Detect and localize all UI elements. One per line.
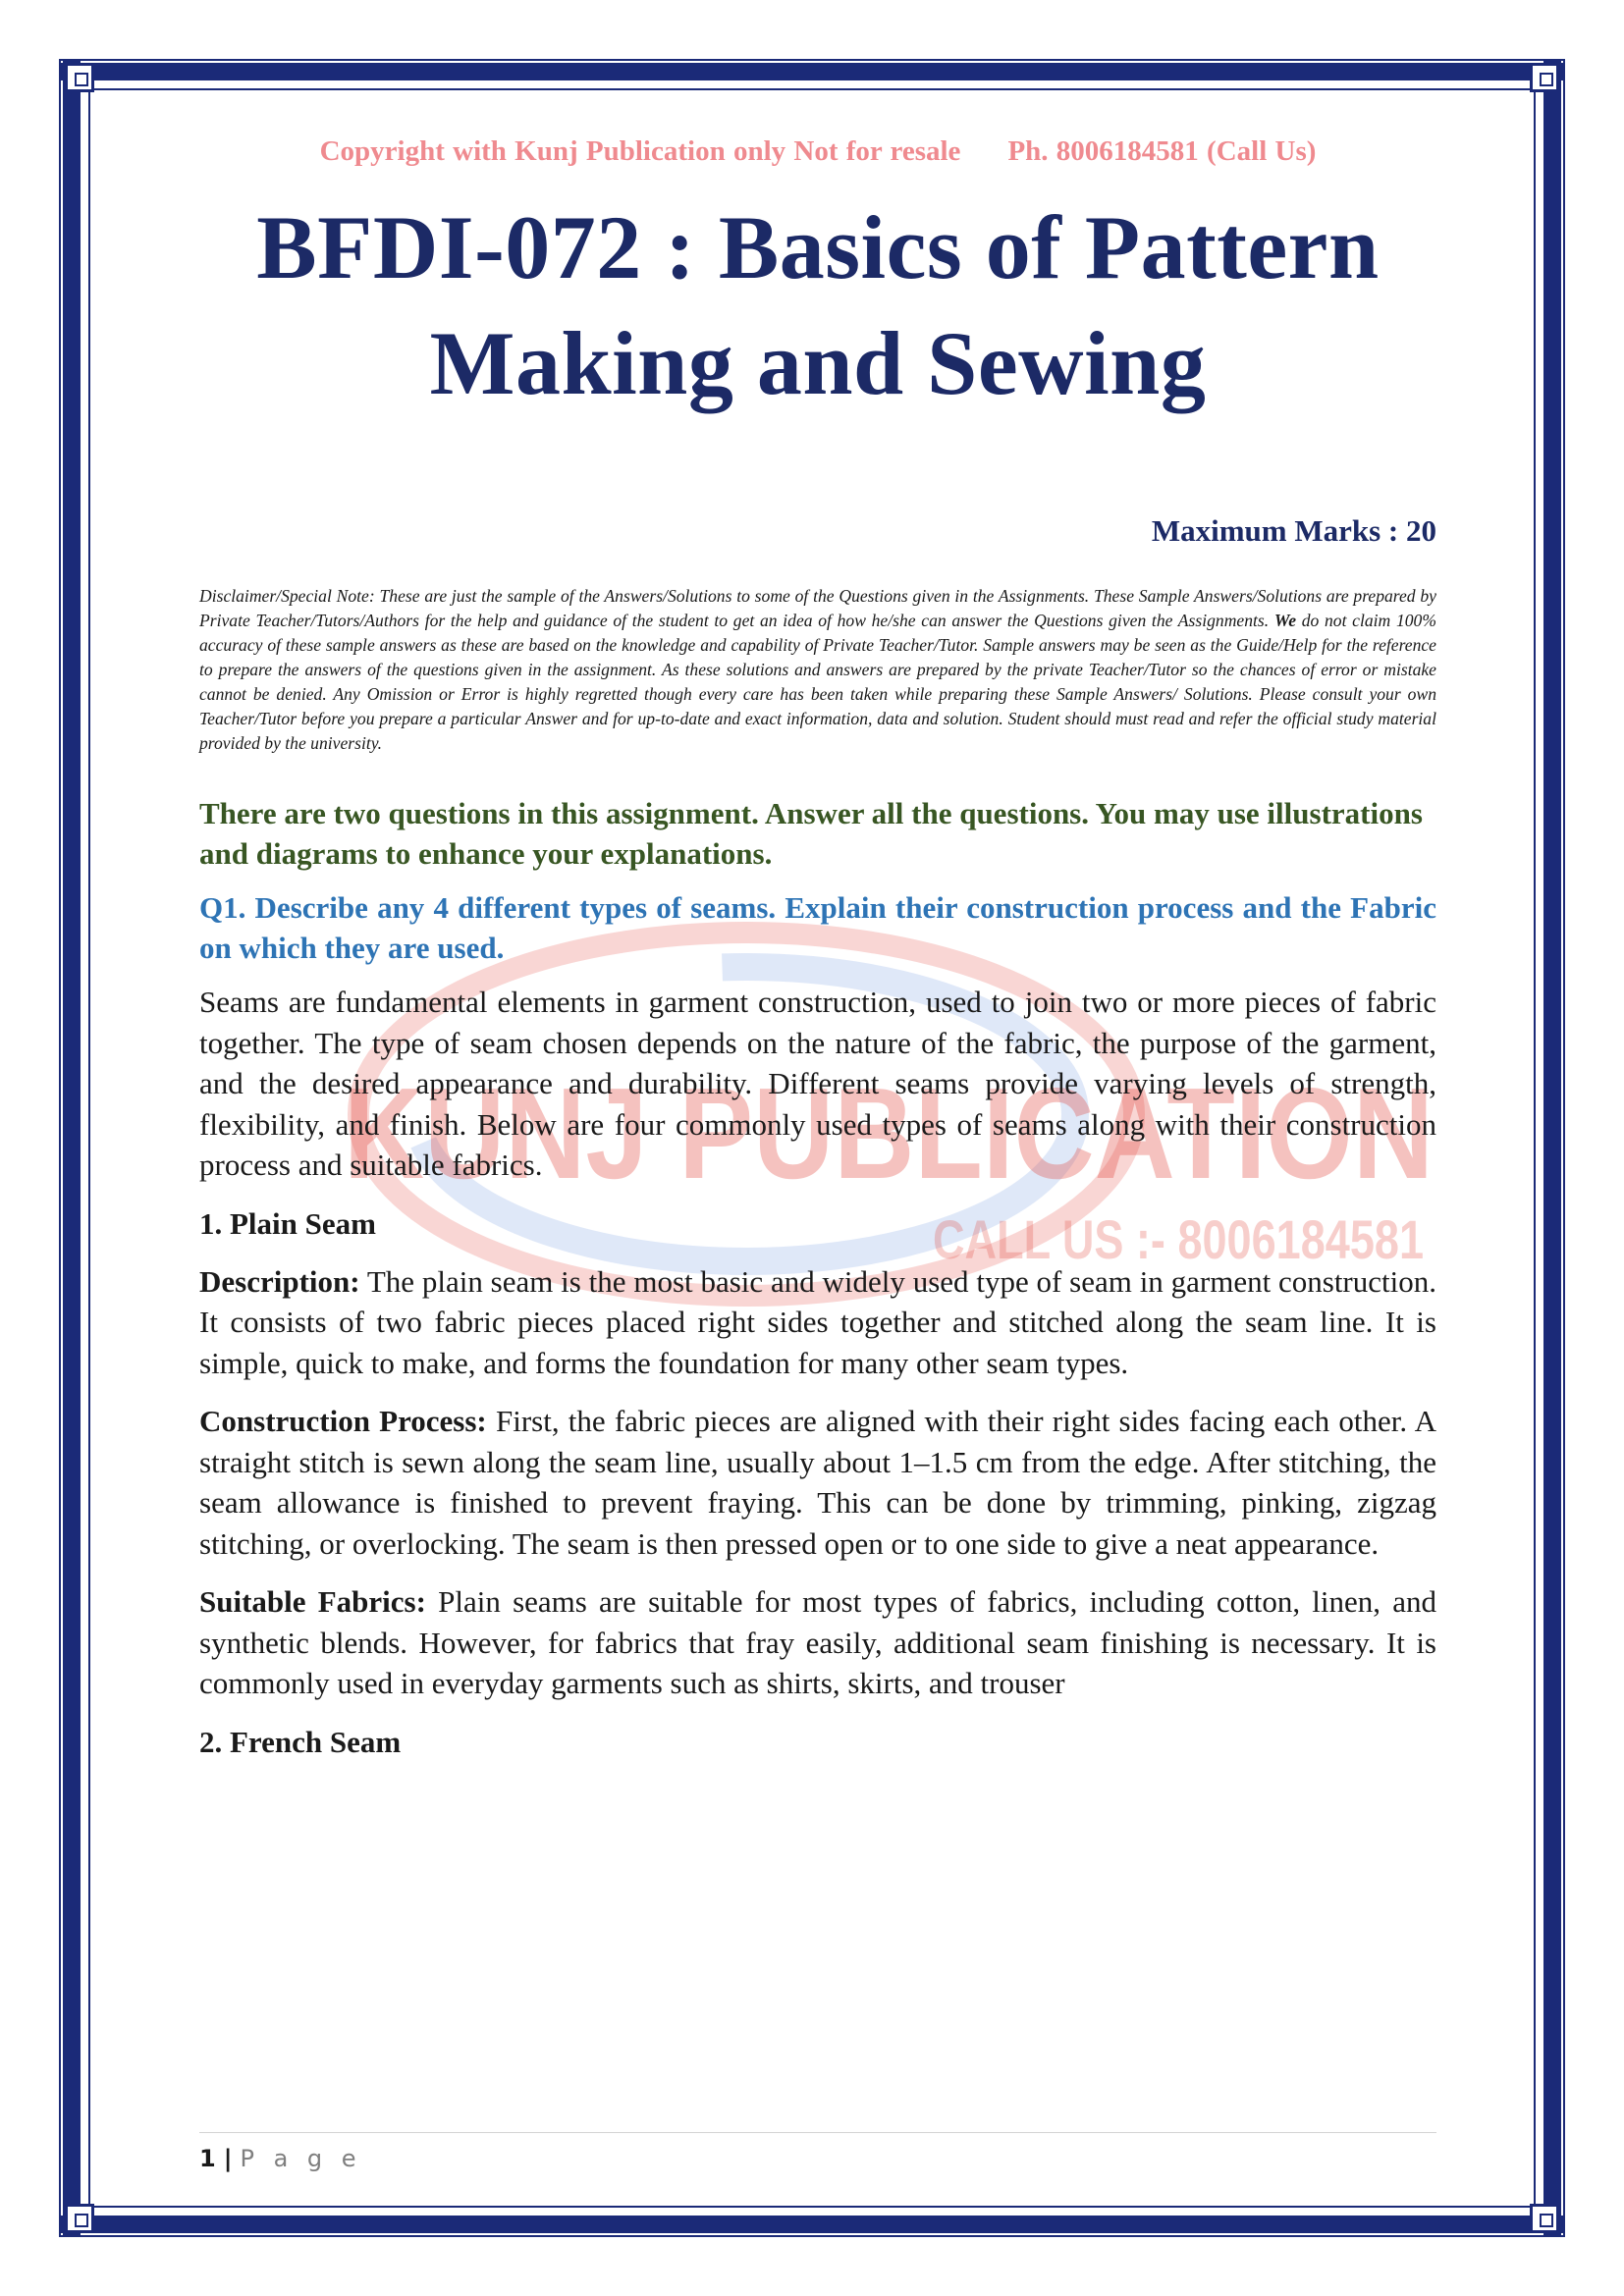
construction-text: First, the fabric pieces are aligned with their right sides facing each other. A straight stitch is sewn along the seam line, usually about 1–1.5 cm from the edge. After stitching, the seam allowance is finished to prevent fraying. This can be done by trimming, pinking, zigzag stitching, or overlocking. The seam is then pressed open or to one side to give a neat appearance. <box>199 1404 1436 1561</box>
copyright-header <box>199 135 1436 168</box>
page-title <box>199 189 1436 421</box>
page-separator: | <box>223 2145 233 2172</box>
description-text: The plain seam is the most basic and widely used type of seam in garment construction. It consists of two fabric pieces placed right sides together and stitched along the seam line. It is simple, quick to make, and forms the foundation for many other seam types. <box>199 1263 1436 1380</box>
phone-text: Ph. 8006184581 (Call Us) <box>1007 135 1317 167</box>
intro-paragraph: Seams are fundamental elements in garment construction, used to join two or more pieces of fabric together. The type of seam chosen depends on the nature of the fabric, the purpose of the garment, and the desired appearance and durability. Different seams provide varying levels of strength, flexibility, and finish. Below are four commonly used types of seams along with their construction process and suitable fabrics. <box>199 985 1436 1182</box>
section-heading-french-seam: 2. French Seam <box>199 1724 402 1759</box>
disclaimer-note <box>199 584 1436 756</box>
border-line <box>59 59 1565 61</box>
border-line <box>1534 90 1536 2206</box>
fabrics-label: Suitable Fabrics: <box>199 1584 426 1619</box>
plain-seam-fabrics <box>199 1581 1436 1704</box>
watermark-phone: CALL US :- 8006184581 <box>933 1208 1424 1270</box>
page-label: P a g e <box>240 2145 362 2172</box>
disclaimer-text-1: Disclaimer/Special Note: These are just the sample of the Answers/Solutions to some of the Questions given in the Assignments. These Sample Answers/Solutions are prepared by Private Teacher/Tutors/Authors for the help and guidance of the student to get an idea of how he/she can answer the Questions given the Assignments. <box>199 586 1436 630</box>
border-corner-ornament <box>1530 2204 1559 2233</box>
plain-seam-description <box>199 1261 1436 1384</box>
copyright-text: Copyright with Kunj Publication only Not for resale <box>319 135 961 167</box>
assignment-instructions: There are two questions in this assignment. Answer all the questions. You may use illustrations and diagrams to enhance your explanations. <box>199 796 1423 871</box>
question-1: Q1. Describe any 4 different types of seams. Explain their construction process and the Fabric on which they are used. <box>199 890 1436 965</box>
border-line <box>1563 59 1565 2237</box>
fabrics-text: Plain seams are suitable for most types of fabrics, including cotton, linen, and synthetic blends. However, for fabrics that fray easily, additional seam finishing is necessary. It is commonly used in everyday garments such as shirts, skirts, and trouser <box>199 1584 1436 1700</box>
border-line <box>88 90 90 2206</box>
watermark-brand: KUNJ PUBLICATION <box>344 1061 1434 1205</box>
border-corner-ornament <box>65 2204 94 2233</box>
title-line-2: Making and Sewing <box>429 313 1207 413</box>
disclaimer-bold-word: We <box>1273 611 1297 630</box>
page-content <box>199 135 1436 1780</box>
maximum-marks: Maximum Marks : 20 <box>1151 513 1436 548</box>
page-border-top <box>59 63 1565 80</box>
border-line <box>59 59 61 2237</box>
page-border-bottom <box>59 2216 1565 2233</box>
border-corner-ornament <box>1530 63 1559 92</box>
border-corner-ornament <box>65 63 94 92</box>
page-footer <box>199 2132 1436 2172</box>
page-border-right <box>1543 59 1561 2237</box>
border-line <box>90 88 1534 90</box>
plain-seam-construction <box>199 1401 1436 1564</box>
section-heading-plain-seam: 1. Plain Seam <box>199 1205 376 1241</box>
page-border-left <box>63 59 81 2237</box>
disclaimer-text-2: do not claim 100% accuracy of these sample answers as these are based on the knowledge and capability of Private Teacher/Tutor. Sample answers may be seen as the Guide/Help for the reference to prepare the answers of the questions given in the assignment. As these solutions and answers are prepared by the private Teacher/Tutor so the chances of error or mistake cannot be denied. Any Omission or Error is highly regretted though every care has been taken while preparing these Sample Answers/ Solutions. Please consult your own Teacher/Tutor before you prepare a particular Answer and for up-to-date and exact information, data and solution. Student should must read and refer the official study material provided by the university. <box>199 611 1436 753</box>
description-label: Description: <box>199 1263 360 1299</box>
page-number: 1 <box>199 2145 216 2172</box>
border-line <box>90 2206 1534 2208</box>
construction-label: Construction Process: <box>199 1404 487 1438</box>
border-line <box>59 2235 1565 2237</box>
title-line-1: BFDI-072 : Basics of Pattern <box>256 197 1380 297</box>
